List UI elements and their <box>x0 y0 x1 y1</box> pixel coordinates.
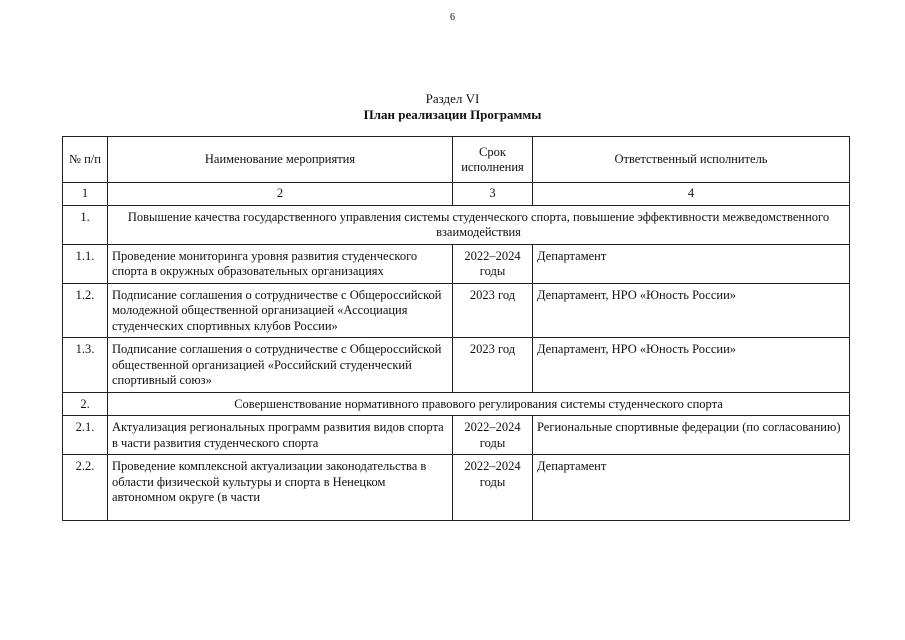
table-row <box>63 244 850 283</box>
activity-name: Подписание соглашения о сотрудничестве с Общероссийской молодежной общественной организацией «Ассоциация студенческих спортивных клубов России» <box>108 283 453 338</box>
section-label: Раздел VI <box>425 91 480 106</box>
term: 2022–2024 годы <box>453 455 533 521</box>
row-number: 2. <box>63 392 108 416</box>
section-row <box>63 392 850 416</box>
row-number: 1.1. <box>63 244 108 283</box>
row-number: 1.3. <box>63 338 108 393</box>
executor: Департамент <box>533 244 850 283</box>
page-number: 6 <box>450 12 455 23</box>
row-number: 2.1. <box>63 416 108 455</box>
term: 2022–2024 годы <box>453 244 533 283</box>
table-row <box>63 455 850 521</box>
plan-table <box>62 136 850 521</box>
column-number: 2 <box>108 183 453 206</box>
executor: Региональные спортивные федерации (по согласованию) <box>533 416 850 455</box>
column-number: 4 <box>533 183 850 206</box>
table-row <box>63 283 850 338</box>
table-header-row <box>63 137 850 183</box>
section-text: Повышение качества государственного управления системы студенческого спорта, повышение эффективности межведомственного взаимодействия <box>108 205 850 244</box>
header-term: Срок исполнения <box>453 137 533 183</box>
header-executor: Ответственный исполнитель <box>533 137 850 183</box>
table-row <box>63 416 850 455</box>
section-heading <box>0 91 905 123</box>
executor: Департамент, НРО «Юность России» <box>533 283 850 338</box>
row-number: 2.2. <box>63 455 108 521</box>
column-number: 3 <box>453 183 533 206</box>
column-number: 1 <box>63 183 108 206</box>
executor: Департамент <box>533 455 850 521</box>
column-numbers-row <box>63 183 850 206</box>
table-row <box>63 338 850 393</box>
activity-name: Проведение мониторинга уровня развития студенческого спорта в окружных образовательных организациях <box>108 244 453 283</box>
section-text: Совершенствование нормативного правового регулирования системы студенческого спорта <box>108 392 850 416</box>
section-title: План реализации Программы <box>363 107 542 122</box>
activity-name: Проведение комплексной актуализации законодательства в области физической культуры и спорта в Ненецком автономном округе (в части <box>108 455 453 521</box>
term: 2023 год <box>453 283 533 338</box>
executor: Департамент, НРО «Юность России» <box>533 338 850 393</box>
activity-name: Актуализация региональных программ развития видов спорта в части развития студенческого спорта <box>108 416 453 455</box>
section-row <box>63 205 850 244</box>
activity-name: Подписание соглашения о сотрудничестве с Общероссийской общественной организацией «Российский студенческий спортивный союз» <box>108 338 453 393</box>
term: 2023 год <box>453 338 533 393</box>
header-activity: Наименование мероприятия <box>108 137 453 183</box>
term: 2022–2024 годы <box>453 416 533 455</box>
row-number: 1. <box>63 205 108 244</box>
header-number: № п/п <box>63 137 108 183</box>
row-number: 1.2. <box>63 283 108 338</box>
